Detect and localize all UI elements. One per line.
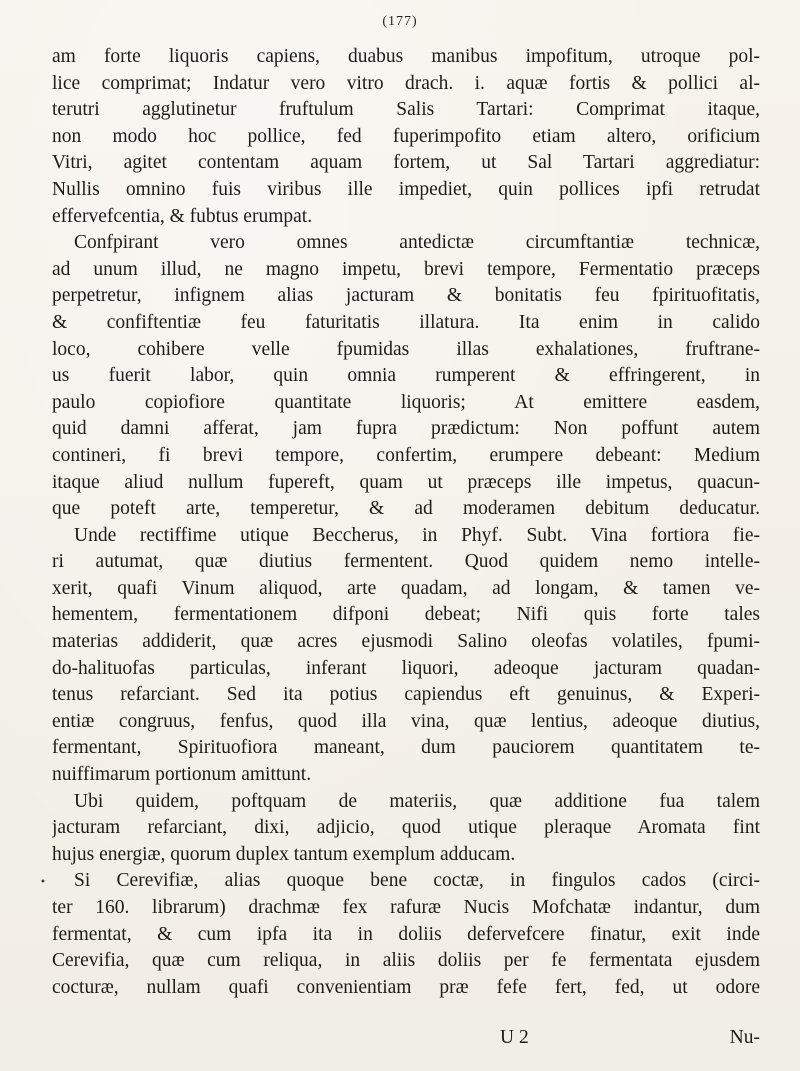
text-line: ad unum illud, ne magno impetu, brevi tempore, Fermentatio præceps [52, 258, 760, 280]
text-line: ri autumat, quæ diutius fermentent. Quod quidem nemo intelle- [52, 551, 760, 573]
catchword: Nu- [729, 1027, 760, 1048]
text-line: Unde rectiffime utique Beccherus, in Phyf. Subt. Vina fortiora fie- [74, 524, 760, 546]
page-footer [52, 1027, 760, 1053]
text-line: Vitri, agitet contentam aquam fortem, ut Sal Tartari aggrediatur: [52, 152, 760, 174]
text-line: hujus energiæ, quorum duplex tantum exemplum adducam. [52, 843, 516, 865]
text-line: am forte liquoris capiens, duabus manibus impofitum, utroque pol- [52, 46, 760, 67]
text-line: entiæ congruus, fenfus, quod illa vina, quæ lentius, adeoque diutius, [52, 710, 760, 732]
text-line: loco, cohibere velle fpumidas illas exhalationes, fruftrane- [52, 338, 760, 360]
signature-mark: U 2 [500, 1027, 529, 1048]
text-line: perpetretur, infignem alias jacturam & bonitatis feu fpirituofitatis, [52, 285, 760, 307]
text-line: tenus refarciant. Sed ita potius capiendus eft genuinus, & Experi- [52, 684, 760, 706]
page-header: (177) [382, 14, 418, 29]
margin-mark: • [40, 877, 46, 888]
text-line: do-halituofas particulas, inferant liquori, adeoque jacturam quadan- [52, 657, 760, 679]
text-line: hementem, fermentationem difponi debeat; Nifi quis forte tales [52, 604, 760, 626]
text-line: cocturæ, nullam quafi convenientiam præ fefe fert, fed, ut odore [52, 976, 760, 998]
text-line: ter 160. librarum) drachmæ fex rafuræ Nucis Mofchatæ indantur, dum [52, 897, 760, 918]
text-line: itaque aliud nullum fupereft, quam ut præceps ille impetus, quacun- [52, 471, 760, 493]
text-line: xerit, quafi Vinum aliquod, arte quadam, ad longam, & tamen ve- [52, 577, 760, 599]
text-line: terutri agglutinetur fruftulum Salis Tartari: Comprimat itaque, [52, 99, 760, 121]
text-line: us fuerit labor, quin omnia rumperent & effringerent, in [52, 365, 760, 387]
text-line: Ubi quidem, poftquam de materiis, quæ additione fua talem [74, 790, 760, 812]
text-line: non modo hoc pollice, fed fuperimpofito etiam altero, orificium [52, 125, 760, 147]
text-line: contineri, fi brevi tempore, confertim, erumpere debeant: Medium [52, 444, 760, 466]
text-line: jacturam refarciant, dixi, adjicio, quod utique pleraque Aromata fint [52, 817, 760, 839]
text-line: materias addiderit, quæ acres ejusmodi Salino oleofas volatiles, fpumi- [52, 631, 760, 653]
text-line: Confpirant vero omnes antedictæ circumftantiæ technicæ, [74, 232, 760, 254]
text-line: fermentant, Spirituofiora maneant, dum pauciorem quantitatem te- [52, 737, 760, 759]
text-line: & confiftentiæ feu faturitatis illatura. Ita enim in calido [52, 311, 760, 333]
text-line: que poteft arte, temperetur, & ad moderamen debitum deducatur. [52, 498, 760, 520]
text-line: lice comprimat; Indatur vero vitro drach. i. aquæ fortis & pollici al- [52, 72, 760, 94]
text-line: Cerevifia, quæ cum reliqua, in aliis doliis per fe fermentata ejusdem [52, 950, 760, 972]
text-line: quid damni afferat, jam fupra prædictum: Non poffunt autem [52, 418, 760, 440]
text-line: paulo copiofiore quantitate liquoris; At emittere easdem, [52, 391, 760, 413]
body-text [52, 44, 760, 1001]
text-line: fermentat, & cum ipfa ita in doliis defervefcere finatur, exit inde [52, 923, 760, 945]
text-line: Nullis omnino fuis viribus ille impediet, quin pollices ipfi retrudat [52, 178, 760, 200]
text-line: Si Cerevifiæ, alias quoque bene coctæ, in fingulos cados (circi- [74, 870, 760, 892]
text-line: effervefcentia, & fubtus erumpat. [52, 205, 313, 227]
text-line: nuiffimarum portionum amittunt. [52, 764, 312, 786]
